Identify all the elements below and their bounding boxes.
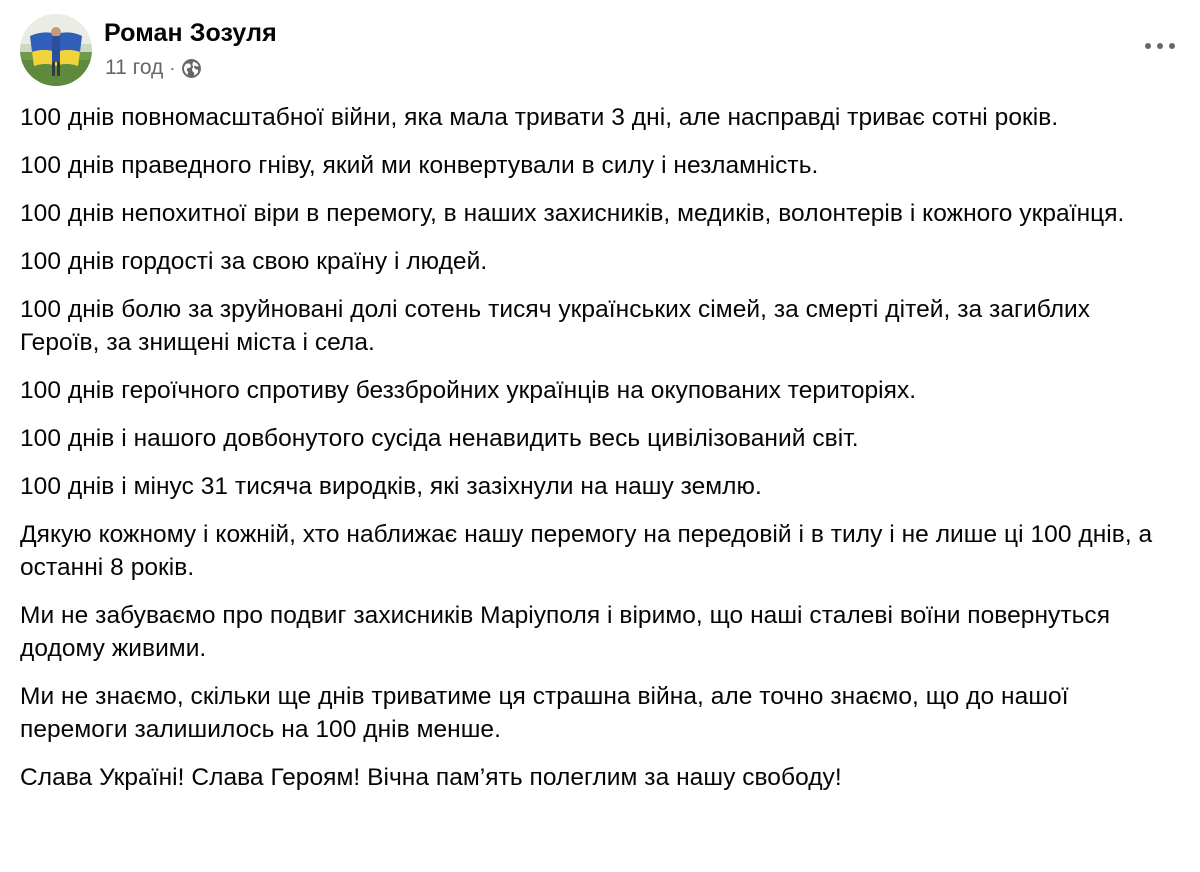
globe-icon[interactable] [181, 58, 202, 79]
post-paragraph: Слава Україні! Слава Героям! Вічна пам’ять полеглим за нашу свободу! [20, 764, 842, 791]
post-paragraph: 100 днів повномасштабної війни, яка мала тривати 3 дні, але насправді триває сотні років. [20, 104, 1059, 131]
post-paragraph: 100 днів гордості за свою країну і людей. [20, 248, 488, 275]
author-name[interactable]: Роман Зозуля [104, 19, 277, 47]
more-options-icon[interactable] [1140, 32, 1180, 60]
post-timestamp[interactable]: 11 год [105, 56, 164, 79]
post-body [20, 101, 1170, 809]
post-header [20, 14, 1180, 88]
post-paragraph: 100 днів непохитної віри в перемогу, в наших захисників, медиків, волонтерів і кожного українця. [20, 200, 1125, 227]
author-avatar[interactable] [20, 14, 92, 86]
post-paragraph: 100 днів болю за зруйновані долі сотень тисяч українських сімей, за смерті дітей, за загиблих Героїв, за знищені міста і села. [20, 296, 1091, 356]
avatar-photo-with-flag-icon [20, 14, 92, 86]
post-paragraph: 100 днів праведного гніву, який ми конвертували в силу і незламність. [20, 152, 819, 179]
post-paragraph: 100 днів героїчного спротиву беззбройних українців на окупованих територіях. [20, 377, 917, 404]
post-meta [105, 54, 202, 82]
post-paragraph: 100 днів і мінус 31 тисяча виродків, які зазіхнули на нашу землю. [20, 473, 762, 500]
post-paragraph: Дякую кожному і кожній, хто наближає нашу перемогу на передовій і в тилу і не лише ці 100 днів, а останні 8 років. [20, 521, 1153, 581]
post-paragraph: Ми не забуваємо про подвиг захисників Маріуполя і віримо, що наші сталеві воїни повернуться додому живими. [20, 602, 1111, 662]
post-paragraph: Ми не знаємо, скільки ще днів триватиме ця страшна війна, але точно знаємо, що до нашої перемоги залишилось на 100 днів менше. [20, 683, 1069, 743]
post-paragraph: 100 днів і нашого довбонутого сусіда ненавидить весь цивілізований світ. [20, 425, 859, 452]
meta-separator: · [169, 58, 176, 78]
